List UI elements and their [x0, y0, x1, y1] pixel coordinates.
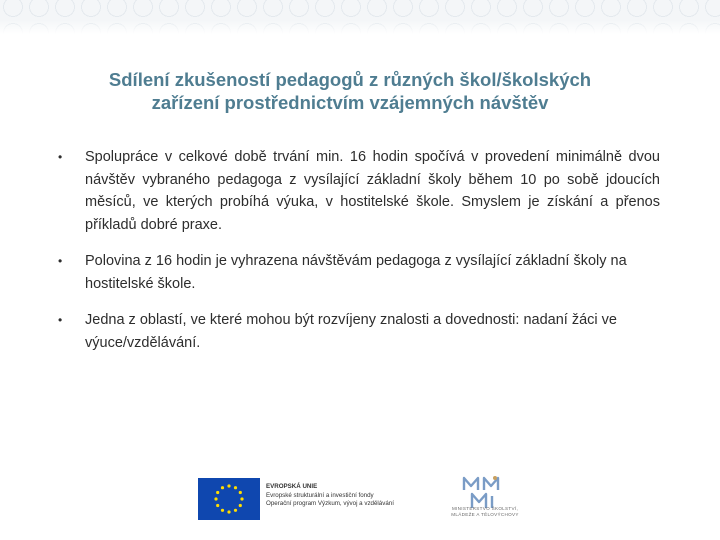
msmt-line-1: MINISTERSTVO ŠKOLSTVÍ,	[451, 506, 519, 511]
bullet-marker: •	[58, 313, 63, 327]
msmt-logo-icon	[458, 474, 508, 510]
eu-program-text: Operační program Výzkum, vývoj a vzdělávání	[266, 500, 394, 508]
title-line-2: zařízení prostřednictvím vzájemných návštěv	[151, 92, 549, 113]
bullet-text: Spolupráce v celkové době trvání min. 16 hodin spočívá v provedení minimálně dvou návštěv vybraného pedagoga z vysílající základní školy během 10 po sobě jdoucích měsíců, ve kterých probíhá výuka, v hostitelské škole. Smyslem je získání a přenos příkladů dobré praxe.	[85, 149, 660, 233]
bullet-marker: •	[58, 254, 63, 268]
title-line-1: Sdílení zkušeností pedagogů z různých škol/školských	[108, 69, 592, 90]
bullet-text: Polovina z 16 hodin je vyhrazena návštěvám pedagoga z vysílající základní školy na hostitelské škole.	[85, 253, 627, 292]
bullet-list	[58, 146, 660, 368]
bullet-marker: •	[58, 150, 63, 164]
msmt-name-text	[445, 506, 525, 518]
eu-flag-icon	[198, 478, 260, 520]
slide-title	[40, 68, 660, 114]
header-decorative-pattern	[0, 0, 720, 34]
bullet-item	[58, 309, 660, 354]
footer-logos	[0, 472, 720, 528]
msmt-logo-mark	[458, 474, 508, 510]
eu-funding-text	[266, 483, 394, 509]
bullet-text: Jedna z oblastí, ve které mohou být rozvíjeny znalosti a dovednosti: nadaní žáci ve výuce/vzdělávání.	[85, 312, 617, 351]
eu-funds-text: Evropské strukturální a investiční fondy	[266, 491, 374, 499]
eu-stars	[198, 478, 260, 520]
msmt-line-2: MLÁDEŽE A TĚLOVÝCHOVY	[451, 512, 519, 517]
eu-name: EVROPSKÁ UNIE	[266, 483, 318, 490]
bullet-item	[58, 250, 660, 295]
bullet-item	[58, 146, 660, 236]
